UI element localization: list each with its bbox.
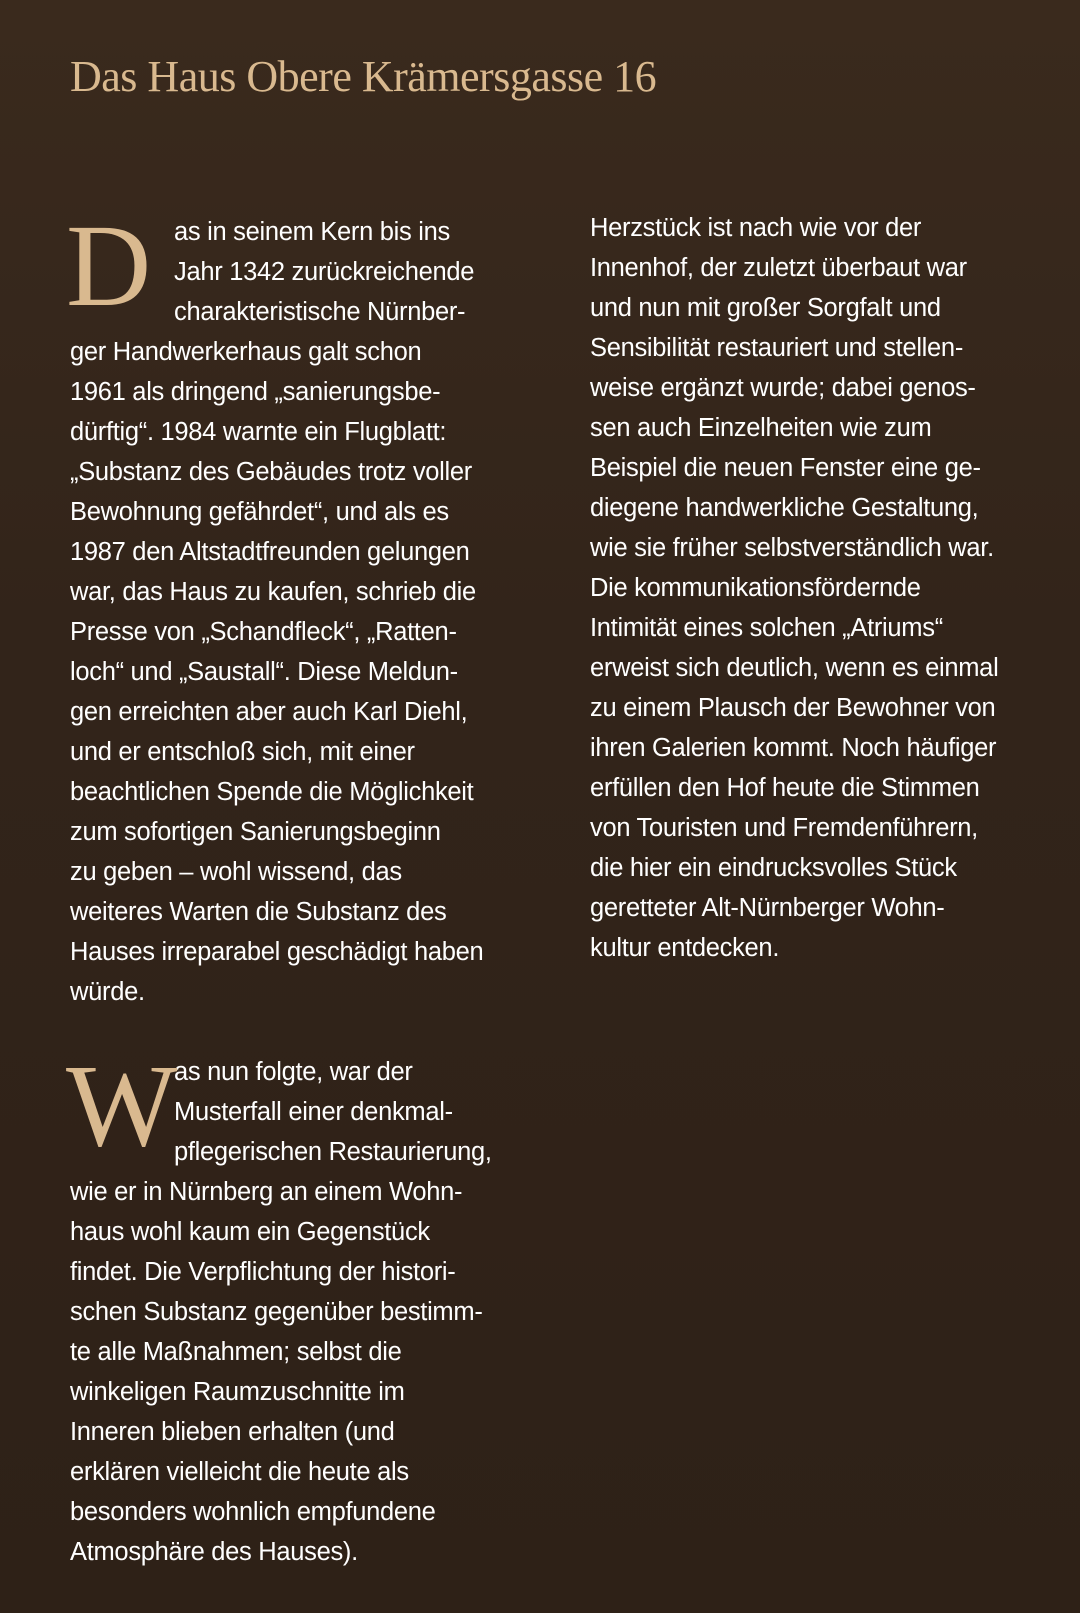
text-line: Innenhof, der zuletzt überbaut war: [590, 254, 967, 282]
text-line: würde.: [70, 978, 145, 1006]
text-line: Die kommunikationsfördernde: [590, 574, 921, 602]
text-line: diegene handwerkliche Gestaltung,: [590, 494, 979, 522]
text-line: ger Handwerkerhaus galt schon: [70, 338, 422, 366]
text-line: Hauses irreparabel geschädigt haben: [70, 938, 484, 966]
left-column: [66, 200, 530, 1572]
text-line: von Touristen und Fremdenführern,: [590, 814, 978, 842]
text-line: die hier ein eindrucksvolles Stück: [590, 854, 957, 882]
text-line: findet. Die Verpflichtung der histori-: [70, 1258, 456, 1286]
text-line: gen erreichten aber auch Karl Diehl,: [70, 698, 468, 726]
text-line: war, das Haus zu kaufen, schrieb die: [70, 578, 476, 606]
dropcap-d: D: [66, 200, 151, 331]
text-line: und nun mit großer Sorgfalt und: [590, 294, 941, 322]
text-line: te alle Maßnahmen; selbst die: [70, 1338, 402, 1366]
text-line: erklären vielleicht die heute als: [70, 1458, 409, 1486]
text-line: besonders wohnlich empfundene: [70, 1498, 436, 1526]
text-line: schen Substanz gegenüber bestimm-: [70, 1298, 483, 1326]
text-line: ihren Galerien kommt. Noch häufiger: [590, 734, 997, 762]
text-line: beachtlichen Spende die Möglichkeit: [70, 778, 474, 806]
text-line: 1987 den Altstadtfreunden gelungen: [70, 538, 470, 566]
paragraph-2: [66, 1040, 530, 1572]
text-line: weiteres Warten die Substanz des: [70, 898, 447, 926]
text-line: Musterfall einer denkmal-: [174, 1098, 453, 1126]
text-line: Inneren blieben erhalten (und: [70, 1418, 395, 1446]
text-line: 1961 als dringend „sanierungsbe-: [70, 378, 441, 406]
dropcap-w: W: [66, 1040, 178, 1171]
text-line: zu einem Plausch der Bewohner von: [590, 694, 996, 722]
paragraph-1: [66, 200, 530, 1012]
text-line: as in seinem Kern bis ins: [174, 218, 450, 246]
text-line: kultur entdecken.: [590, 934, 780, 962]
text-line: erfüllen den Hof heute die Stimmen: [590, 774, 980, 802]
text-line: haus wohl kaum ein Gegenstück: [70, 1218, 430, 1246]
text-line: und er entschloß sich, mit einer: [70, 738, 415, 766]
text-line: Beispiel die neuen Fenster eine ge-: [590, 454, 981, 482]
paragraph-3: [590, 208, 1050, 968]
text-line: geretteter Alt-Nürnberger Wohn-: [590, 894, 945, 922]
text-line: winkeligen Raumzuschnitte im: [70, 1378, 405, 1406]
text-line: zu geben – wohl wissend, das: [70, 858, 402, 886]
text-line: Atmosphäre des Hauses).: [70, 1538, 358, 1566]
text-line: pflegerischen Restaurierung,: [174, 1138, 492, 1166]
text-line: Bewohnung gefährdet“, und als es: [70, 498, 449, 526]
text-line: Presse von „Schandfleck“, „Ratten-: [70, 618, 457, 646]
right-column: [590, 208, 1050, 968]
text-line: loch“ und „Saustall“. Diese Meldun-: [70, 658, 458, 686]
text-line: Sensibilität restauriert und stellen-: [590, 334, 964, 362]
text-line: erweist sich deutlich, wenn es einmal: [590, 654, 999, 682]
text-line: Jahr 1342 zurückreichende: [174, 258, 475, 286]
text-line: Herzstück ist nach wie vor der: [590, 214, 922, 242]
page-title: Das Haus Obere Krämersgasse 16: [70, 52, 657, 101]
text-line: sen auch Einzelheiten wie zum: [590, 414, 932, 442]
text-line: weise ergänzt wurde; dabei genos-: [590, 374, 976, 402]
text-line: wie sie früher selbstverständlich war.: [590, 534, 994, 562]
text-line: zum sofortigen Sanierungsbeginn: [70, 818, 441, 846]
text-line: wie er in Nürnberg an einem Wohn-: [70, 1178, 463, 1206]
text-line: dürftig“. 1984 warnte ein Flugblatt:: [70, 418, 447, 446]
text-line: „Substanz des Gebäudes trotz voller: [70, 458, 472, 486]
text-line: as nun folgte, war der: [174, 1058, 413, 1086]
text-line: Intimität eines solchen „Atriums“: [590, 614, 943, 642]
text-line: charakteristische Nürnber-: [174, 298, 466, 326]
